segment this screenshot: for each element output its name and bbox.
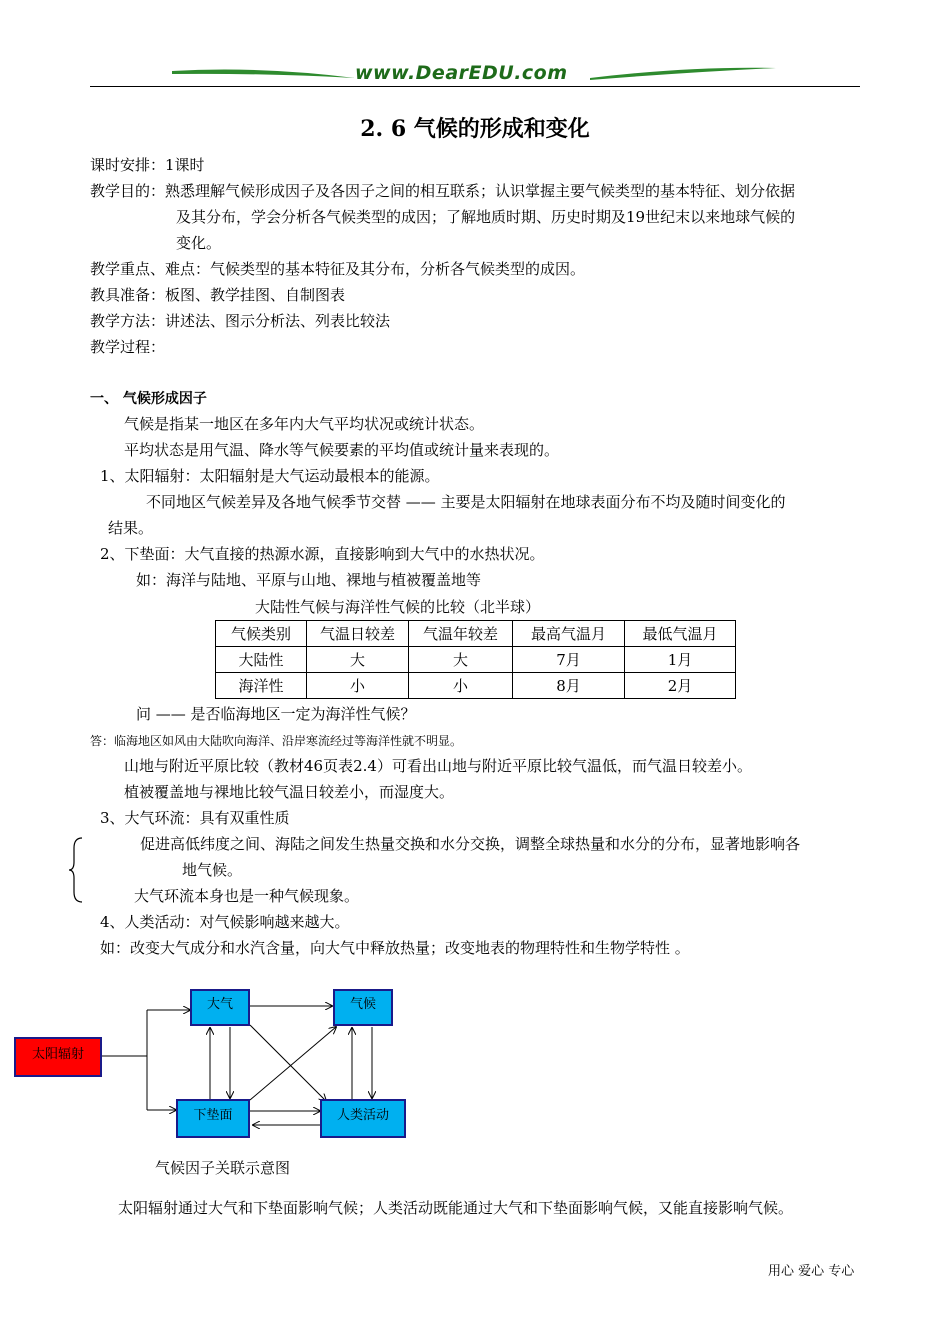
node-surface: 下垫面 bbox=[176, 1099, 250, 1138]
table-cell: 大 bbox=[307, 647, 409, 673]
factor-human-example: 如：改变大气成分和水汽含量，向大气中释放热量；改变地表的物理特性和生物学特性 。 bbox=[100, 939, 690, 957]
objective-line-1: 教学目的：熟悉理解气候形成因子及各因子之间的相互联系；认识掌握主要气候类型的基本特征、划分依据 bbox=[90, 182, 796, 200]
node-climate: 气候 bbox=[333, 989, 393, 1026]
vegetation-line: 植被覆盖地与裸地比较气温日较差小，而湿度大。 bbox=[124, 783, 455, 801]
node-atmosphere: 大气 bbox=[190, 989, 250, 1026]
factor-solar-detail-1: 不同地区气候差异及各地气候季节交替 —— 主要是太阳辐射在地球表面分布不均及随时间变化的 bbox=[146, 493, 786, 511]
circulation-point-1-line-1: 促进高低纬度之间、海陆之间发生热量交换和水分交换，调整全球热量和水分的分布，显著地影响各 bbox=[140, 835, 801, 853]
circulation-point-1-line-2: 地气候。 bbox=[182, 861, 243, 879]
table-cell: 海洋性 bbox=[216, 673, 307, 699]
mountain-line: 山地与附近平原比较（教材46页表2.4）可看出山地与附近平原比较气温低，而气温日较差小。 bbox=[124, 757, 752, 775]
answer-line: 答：临海地区如风由大陆吹向海洋、沿岸寒流经过等海洋性就不明显。 bbox=[90, 734, 463, 748]
paragraph-average-state: 平均状态是用气温、降水等气候要素的平均值或统计量来表现的。 bbox=[124, 441, 560, 459]
circulation-point-2: 大气环流本身也是一种气候现象。 bbox=[134, 887, 360, 905]
factor-surface: 2、下垫面：大气直接的热源水源，直接影响到大气中的水热状况。 bbox=[100, 545, 545, 563]
table-header-cell: 最高气温月 bbox=[513, 621, 625, 647]
curly-brace-icon bbox=[68, 836, 84, 904]
factor-solar-detail-2: 结果。 bbox=[108, 519, 154, 537]
table-header-cell: 气温年较差 bbox=[409, 621, 513, 647]
objective-line-3: 变化。 bbox=[176, 234, 222, 252]
table-cell: 7月 bbox=[513, 647, 625, 673]
methods-line: 教学方法：讲述法、图示分析法、列表比较法 bbox=[90, 312, 391, 330]
table-cell: 大 bbox=[409, 647, 513, 673]
table-cell: 小 bbox=[409, 673, 513, 699]
table-cell: 8月 bbox=[513, 673, 625, 699]
footer-motto: 用心 爱心 专心 bbox=[768, 1264, 855, 1279]
page-title: 2. 6 气候的形成和变化 bbox=[360, 116, 590, 142]
summary-line: 太阳辐射通过大气和下垫面影响气候；人类活动既能通过大气和下垫面影响气候，又能直接影响气候。 bbox=[118, 1199, 794, 1217]
key-points-line: 教学重点、难点：气候类型的基本特征及其分布，分析各气候类型的成因。 bbox=[90, 260, 586, 278]
section-heading: 一、 气候形成因子 bbox=[90, 391, 207, 407]
schedule-line: 课时安排：1课时 bbox=[90, 156, 205, 174]
table-cell: 1月 bbox=[625, 647, 736, 673]
question-line: 问 —— 是否临海地区一定为海洋性气候？ bbox=[136, 705, 416, 723]
factor-diagram-arrows bbox=[0, 980, 950, 1150]
table-header-cell: 最低气温月 bbox=[625, 621, 736, 647]
header-rule bbox=[90, 86, 860, 87]
paragraph-climate-def: 气候是指某一地区在多年内大气平均状况或统计状态。 bbox=[124, 415, 485, 433]
objective-line-2: 及其分布，学会分析各气候类型的成因；了解地质时期、历史时期及19世纪末以来地球气候的 bbox=[176, 208, 796, 226]
table-cell: 2月 bbox=[625, 673, 736, 699]
node-solar: 太阳辐射 bbox=[14, 1037, 102, 1077]
table-header-cell: 气温日较差 bbox=[307, 621, 409, 647]
comparison-table bbox=[215, 620, 736, 699]
table-caption: 大陆性气候与海洋性气候的比较（北半球） bbox=[255, 598, 541, 616]
factor-solar: 1、太阳辐射：太阳辐射是大气运动最根本的能源。 bbox=[100, 467, 440, 485]
factor-circulation: 3、大气环流：具有双重性质 bbox=[100, 809, 290, 827]
table-cell: 小 bbox=[307, 673, 409, 699]
table-row bbox=[216, 647, 736, 673]
process-line: 教学过程： bbox=[90, 338, 166, 356]
table-header-row bbox=[216, 621, 736, 647]
factor-human: 4、人类活动：对气候影响越来越大。 bbox=[100, 913, 350, 931]
table-header-cell: 气候类别 bbox=[216, 621, 307, 647]
logo-text: www.DearEDU.com bbox=[355, 62, 568, 84]
tools-line: 教具准备：板图、教学挂图、自制图表 bbox=[90, 286, 346, 304]
factor-surface-example: 如：海洋与陆地、平原与山地、裸地与植被覆盖地等 bbox=[136, 571, 482, 589]
node-human: 人类活动 bbox=[320, 1099, 406, 1138]
table-cell: 大陆性 bbox=[216, 647, 307, 673]
table-row bbox=[216, 673, 736, 699]
diagram-caption: 气候因子关联示意图 bbox=[155, 1159, 291, 1177]
